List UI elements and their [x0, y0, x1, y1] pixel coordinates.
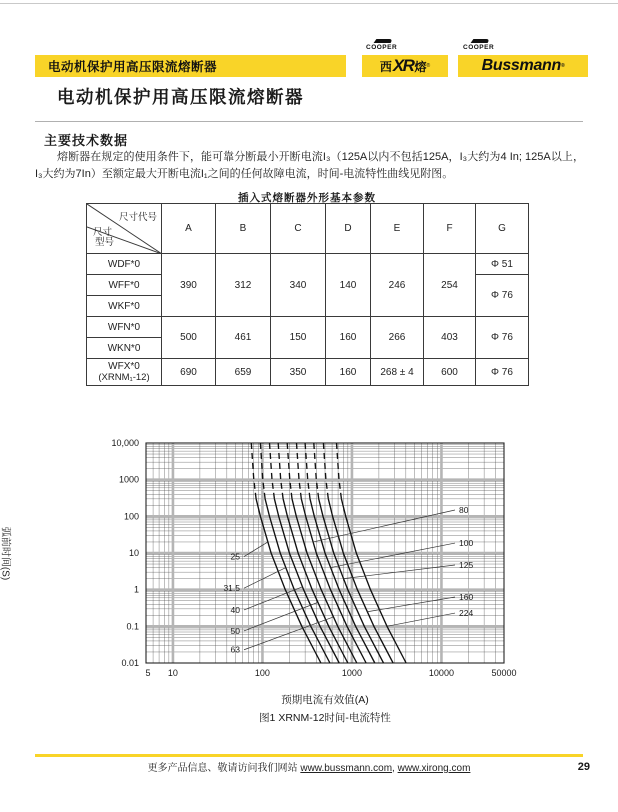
column-header: C [271, 204, 326, 254]
table-row [87, 317, 529, 338]
page-top-divider [0, 3, 618, 4]
table-cell: 254 [424, 254, 476, 317]
table-cell: 350 [271, 359, 326, 386]
header-yellow-band [35, 55, 346, 77]
table-corner-cell [87, 204, 162, 254]
y-axis-label: 弧前时间(S) [0, 526, 11, 581]
table-cell: 266 [371, 317, 424, 359]
curve-80 [301, 499, 366, 663]
header-band-title: 电动机保护用高压限流熔断器 [48, 60, 218, 74]
corner-label-size-code: 尺寸代号 [118, 212, 157, 223]
table-cell-diameter: Φ 51 [476, 254, 529, 275]
column-header: A [162, 204, 216, 254]
curve-label-63: 63 [230, 644, 240, 655]
table-row [87, 359, 529, 386]
xirong-link[interactable]: www.xirong.com [397, 763, 471, 774]
curve-31.5-dashed [260, 443, 265, 499]
svg-text:1000: 1000 [118, 474, 139, 485]
registered-mark-icon: ® [561, 63, 565, 69]
curve-125-dashed [314, 443, 319, 499]
table-cell: 600 [424, 359, 476, 386]
table-cell: 150 [271, 317, 326, 359]
svg-text:0.01: 0.01 [121, 658, 139, 668]
model-cell: WFN*0 [87, 317, 162, 338]
footer-yellow-rule [35, 754, 583, 757]
curve-50-dashed [278, 443, 283, 499]
curve-label-25: 25 [230, 551, 240, 562]
curve-125 [319, 499, 384, 663]
bussmann-link[interactable]: www.bussmann.com [300, 763, 393, 774]
technical-data-paragraph: 熔断器在规定的使用条件下，能可靠分断最小开断电流I₃（125A以内不包括125A，I₃大约为4 In; 125A以上，I₃大约为7In）至额定最大开断电流I₁之间的任何故障电流，时间-电流特性曲线见附图。 [35, 151, 584, 180]
curve-25-dashed [251, 443, 256, 499]
model-alt-name: (XRNM₁-12) [98, 372, 150, 383]
svg-text:1000: 1000 [341, 668, 362, 678]
axis-tick-labels [111, 438, 516, 678]
model-name: WFX*0 [108, 361, 140, 372]
column-header: G [476, 204, 529, 254]
svg-text:50000: 50000 [491, 668, 517, 678]
svg-text:100: 100 [254, 668, 270, 678]
xirong-logo-right-char: 熔 [414, 59, 427, 74]
dimensions-table [86, 203, 529, 386]
curve-label-125: 125 [459, 560, 474, 571]
table-title: 插入式熔断器外形基本参数 [238, 192, 376, 204]
section-heading: 主要技术数据 [44, 133, 129, 148]
curve-40-dashed [270, 443, 275, 499]
footer-prefix: 更多产品信息、敬请访问我们网站 [147, 763, 301, 774]
table-cell-diameter: Φ 76 [476, 317, 529, 359]
model-cell: WDF*0 [87, 254, 162, 275]
curve-40 [274, 499, 339, 663]
curve-label-224: 224 [459, 608, 474, 619]
table-cell: 390 [162, 254, 216, 317]
grid-minor [146, 443, 504, 663]
column-header: F [424, 204, 476, 254]
bussmann-wordmark: Bussmann [481, 57, 561, 74]
bussmann-logo [458, 55, 588, 77]
table-cell: 500 [162, 317, 216, 359]
svg-text:10000: 10000 [428, 668, 454, 678]
svg-text:100: 100 [123, 511, 139, 522]
column-header: E [371, 204, 424, 254]
table-cell: 690 [162, 359, 216, 386]
page-title: 电动机保护用高压限流熔断器 [57, 87, 304, 107]
registered-mark-icon: ® [426, 63, 431, 69]
footer-separator: , [392, 763, 398, 774]
xirong-logo-left-char: 西 [379, 59, 392, 74]
svg-text:10: 10 [128, 548, 139, 558]
grid-major [146, 443, 504, 663]
curve-label-100: 100 [459, 538, 474, 549]
curve-63-dashed [287, 443, 292, 499]
fuse-curves [251, 443, 406, 663]
table-cell: 340 [271, 254, 326, 317]
model-cell: WFF*0 [87, 275, 162, 296]
cooper-swoosh-icon [471, 39, 491, 43]
curve-63 [292, 499, 357, 663]
table-row [87, 254, 529, 275]
curve-160 [328, 499, 393, 663]
curve-label-160: 160 [459, 592, 474, 603]
curve-label-80: 80 [459, 504, 469, 515]
curve-label-31.5: 31.5 [223, 583, 240, 594]
table-cell-diameter: Φ 76 [476, 359, 529, 386]
curve-100-dashed [305, 443, 310, 499]
svg-text:5: 5 [145, 668, 151, 678]
svg-text:10,000: 10,000 [111, 438, 139, 448]
column-header: B [216, 204, 271, 254]
curve-25 [256, 499, 321, 663]
curve-labels [223, 505, 473, 655]
table-cell: 246 [371, 254, 424, 317]
title-divider [35, 121, 583, 122]
table-cell-diameter: Φ 76 [476, 275, 529, 317]
corner-label-size: 尺寸 [93, 227, 113, 238]
chart-caption: 图1 XRNM-12时间-电流特性 [259, 712, 391, 724]
table-cell: 461 [216, 317, 271, 359]
curve-label-40: 40 [230, 604, 240, 615]
curve-50 [283, 499, 348, 663]
table-cell: 140 [326, 254, 371, 317]
plot-border [146, 443, 504, 663]
xirong-logo [362, 55, 448, 77]
column-header: D [326, 204, 371, 254]
svg-text:1: 1 [133, 584, 139, 595]
cooper-label: COOPER [366, 44, 398, 51]
model-cell: WKN*0 [87, 338, 162, 359]
table-cell: 403 [424, 317, 476, 359]
curve-31.5 [265, 499, 330, 663]
x-axis-label: 预期电流有效值(A) [281, 694, 369, 706]
svg-text:10: 10 [167, 668, 178, 678]
curve-label-50: 50 [230, 625, 240, 636]
table-cell: 312 [216, 254, 271, 317]
cooper-tag-bussmann [463, 44, 494, 54]
corner-label-model: 型号 [95, 237, 115, 248]
curve-100 [310, 499, 375, 663]
cooper-tag-xirong [366, 44, 397, 54]
model-cell [87, 359, 162, 386]
curve-80-dashed [297, 443, 302, 499]
xr-monogram: XR [392, 56, 414, 75]
cooper-label: COOPER [463, 44, 495, 51]
curve-160-dashed [323, 443, 328, 499]
svg-text:0.1: 0.1 [126, 621, 139, 632]
footer-text [35, 759, 583, 774]
table-cell: 160 [326, 317, 371, 359]
cooper-swoosh-icon [374, 39, 394, 43]
table-cell: 160 [326, 359, 371, 386]
table-cell: 268 ± 4 [371, 359, 424, 386]
page-number: 29 [577, 761, 590, 773]
model-cell: WKF*0 [87, 296, 162, 317]
curve-224 [341, 499, 406, 663]
table-cell: 659 [216, 359, 271, 386]
curve-224-dashed [337, 443, 342, 499]
